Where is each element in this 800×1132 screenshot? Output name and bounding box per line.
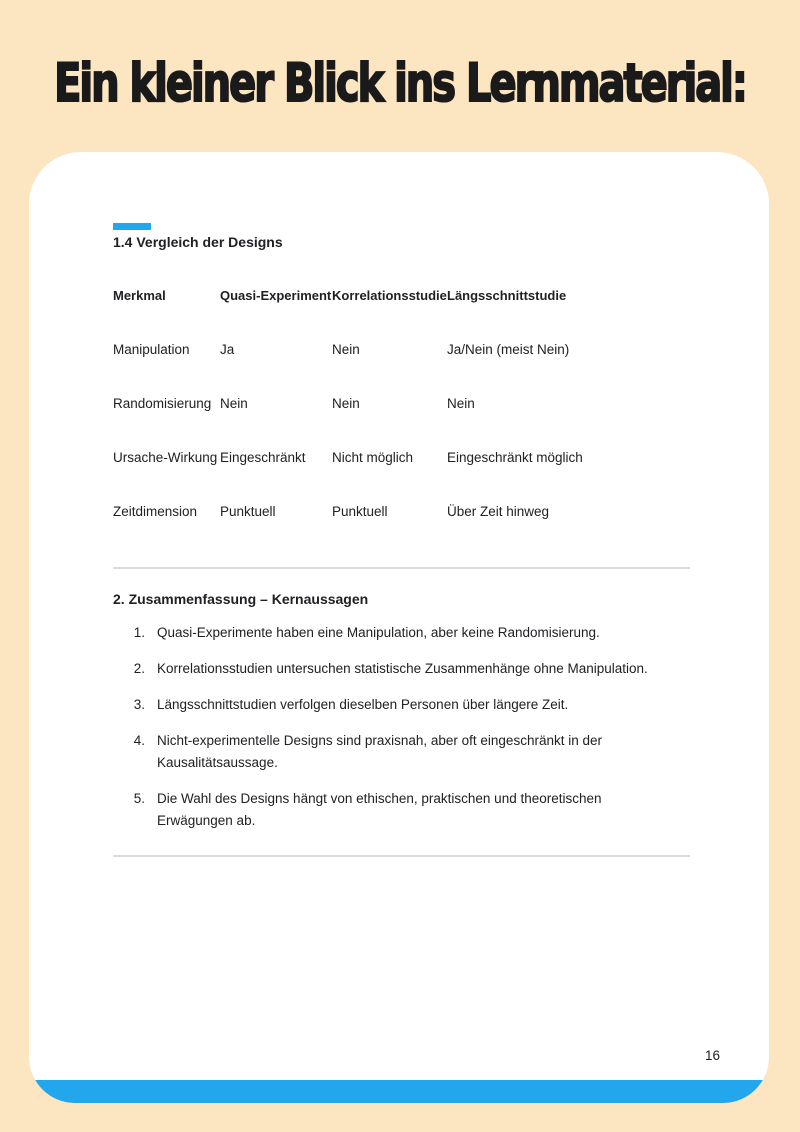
hero-title [0, 44, 800, 124]
table-cell: Punktuell [332, 504, 388, 519]
list-item-text: Quasi-Experimente haben eine Manipulation, aber keine Randomisierung. [157, 625, 600, 640]
list-item [113, 694, 673, 716]
list-item-text: Die Wahl des Designs hängt von ethischen, praktischen und theoretischen Erwägungen ab. [157, 791, 602, 828]
table-cell: Nein [332, 342, 360, 357]
table-cell: Nein [220, 396, 248, 411]
list-item [113, 730, 673, 774]
table-cell: Nein [332, 396, 360, 411]
table-cell: Ja/Nein (meist Nein) [447, 342, 570, 357]
page-number: 16 [704, 1048, 720, 1063]
list-item-number: 1. [133, 625, 145, 640]
section-divider [113, 567, 690, 569]
card-footer-blue-bar [29, 1080, 769, 1103]
list-item [113, 658, 673, 680]
list-item [113, 622, 673, 644]
list-item-number: 3. [133, 697, 145, 712]
key-statements-list [113, 622, 673, 846]
list-item-number: 4. [133, 733, 145, 748]
table-header-korrelationsstudie: Korrelationsstudie [332, 288, 447, 303]
list-item-number: 5. [133, 791, 145, 806]
table-header-merkmal: Merkmal [113, 288, 166, 303]
table-cell: Ja [220, 342, 235, 357]
table-cell: Nein [447, 396, 475, 411]
table-row-label: Manipulation [113, 342, 190, 357]
table-cell: Eingeschränkt [220, 450, 306, 465]
table-cell: Eingeschränkt möglich [447, 450, 583, 465]
section-divider [113, 855, 690, 857]
material-card [29, 152, 769, 1103]
table-cell: Über Zeit hinweg [447, 504, 550, 519]
table-cell: Punktuell [220, 504, 276, 519]
table-header-quasi-experiment: Quasi-Experiment [220, 288, 332, 303]
list-item-number: 2. [133, 661, 145, 676]
list-item-text: Längsschnittstudien verfolgen dieselben Personen über längere Zeit. [157, 697, 569, 712]
section1-title: 1.4 Vergleich der Designs [113, 234, 283, 250]
hero-title-text: Ein kleiner Blick ins Lernmaterial: [54, 53, 746, 115]
table-row-label: Zeitdimension [113, 504, 198, 519]
table-header-laengsschnittstudie: Längsschnittstudie [447, 288, 567, 303]
blue-accent-bar [113, 223, 151, 230]
list-item-text: Korrelationsstudien untersuchen statistische Zusammenhänge ohne Manipulation. [157, 661, 648, 676]
table-row-label: Randomisierung [113, 396, 212, 411]
section2-title: 2. Zusammenfassung – Kernaussagen [113, 591, 369, 607]
table-row-label: Ursache-Wirkung [113, 450, 218, 465]
table-cell: Nicht möglich [332, 450, 414, 465]
list-item [113, 788, 673, 832]
comparison-table [113, 288, 713, 558]
list-item-text: Nicht-experimentelle Designs sind praxisnah, aber oft eingeschränkt in der Kausalitätsaussage. [157, 733, 602, 770]
